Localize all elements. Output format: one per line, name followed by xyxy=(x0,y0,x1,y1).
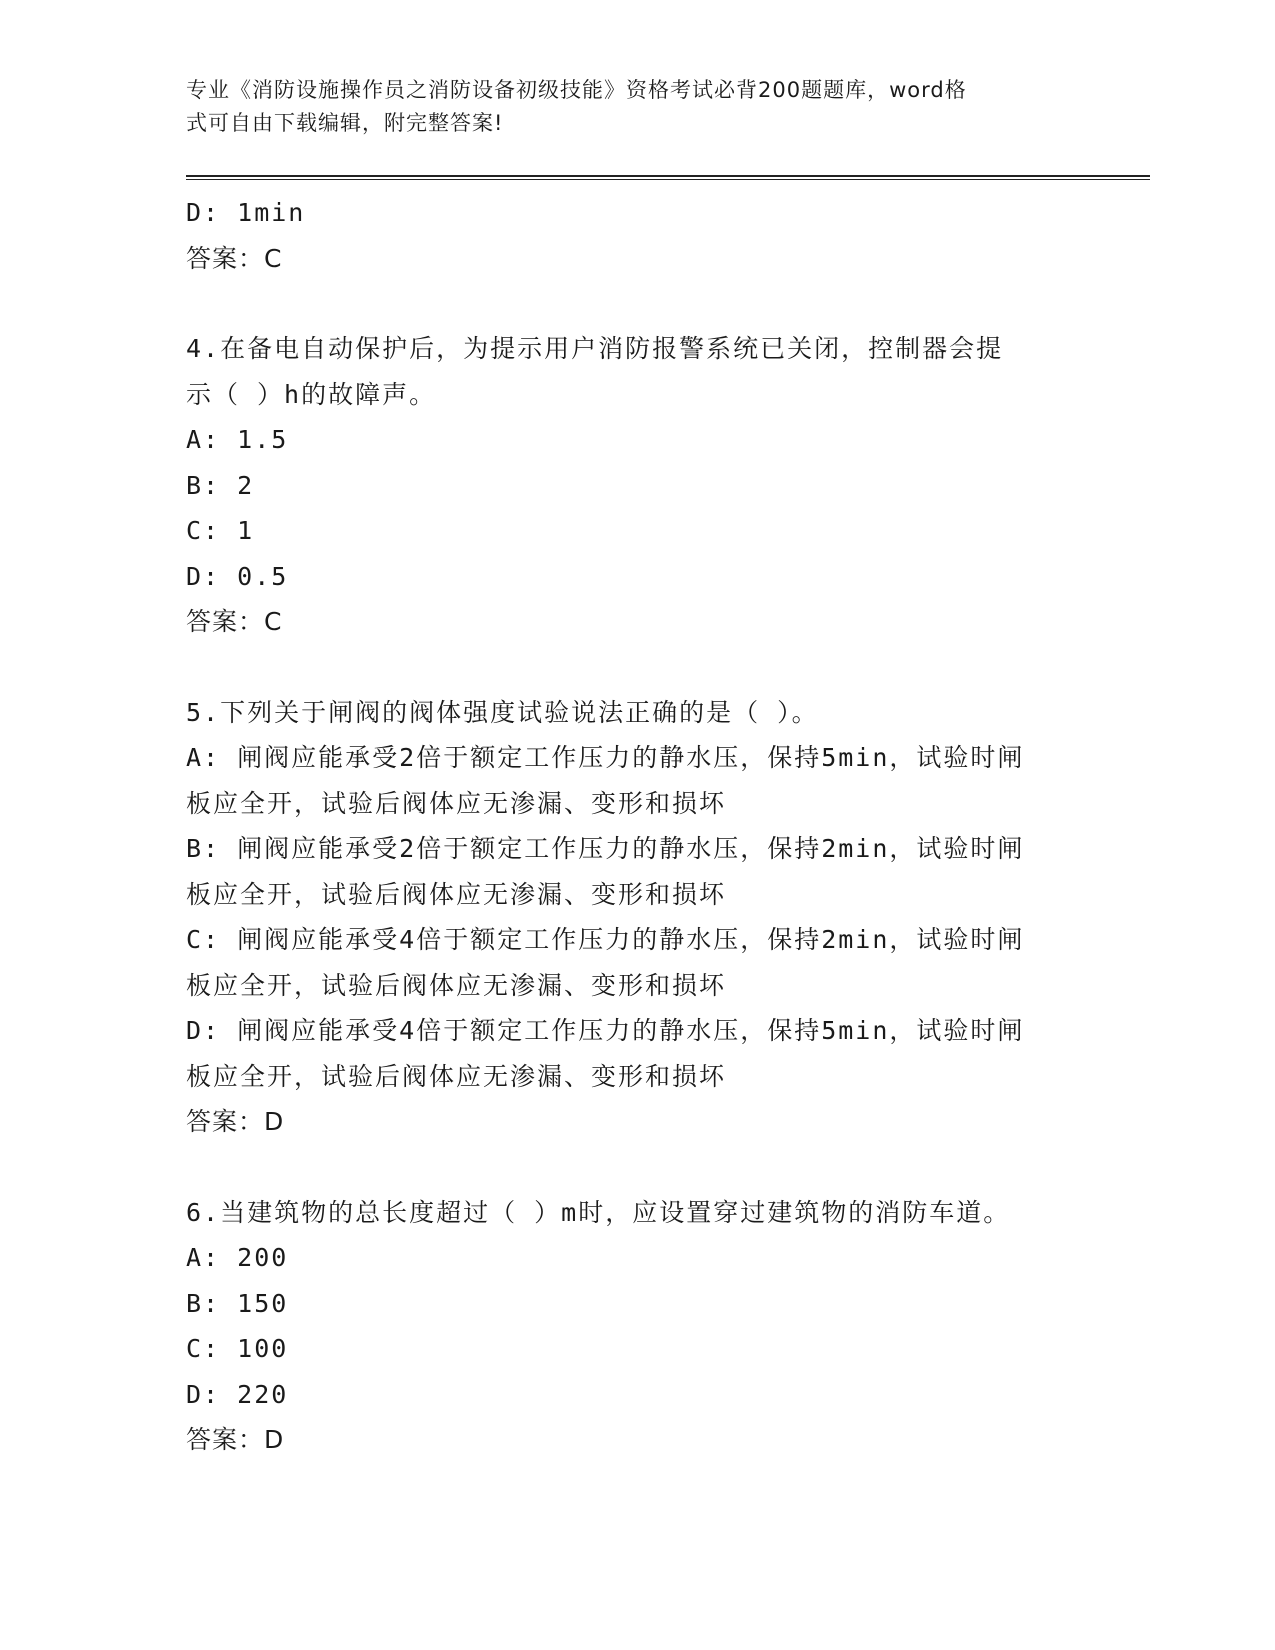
option-b-cont: 板应全开，试验后阀体应无渗漏、变形和损坏 xyxy=(186,879,727,909)
question-6 xyxy=(186,1190,1106,1463)
answer-label: 答案：D xyxy=(186,1107,285,1136)
question-5 xyxy=(186,690,1106,1145)
option-d: D: 闸阀应能承受4倍于额定工作压力的静水压，保持5min，试验时闸 xyxy=(186,1016,1025,1045)
option-d: D: 220 xyxy=(186,1379,289,1409)
option-c: C: 闸阀应能承受4倍于额定工作压力的静水压，保持2min，试验时闸 xyxy=(186,925,1025,954)
option-b: B: 闸阀应能承受2倍于额定工作压力的静水压，保持2min，试验时闸 xyxy=(186,834,1025,863)
option-a-cont: 板应全开，试验后阀体应无渗漏、变形和损坏 xyxy=(186,788,727,818)
spacer xyxy=(186,645,1106,690)
document-header xyxy=(186,74,1066,140)
question-4 xyxy=(186,326,1106,645)
question-list xyxy=(186,190,1106,1463)
question-stem-cont: 示（ ）h的故障声。 xyxy=(186,379,437,409)
option-d: D: 0.5 xyxy=(186,561,289,591)
question-stem: 6.当建筑物的总长度超过（ ）m时，应设置穿过建筑物的消防车道。 xyxy=(186,1197,1011,1227)
option-c-cont: 板应全开，试验后阀体应无渗漏、变形和损坏 xyxy=(186,970,727,1000)
option-c: C: 1 xyxy=(186,516,255,545)
question-stem: 5.下列关于闸阀的阀体强度试验说法正确的是（ ）。 xyxy=(186,697,819,727)
answer-label: 答案：D xyxy=(186,1425,285,1454)
header-line-1: 专业《消防设施操作员之消防设备初级技能》资格考试必背200题题库，word格 xyxy=(186,78,967,102)
spacer xyxy=(186,281,1106,326)
option-d-cont: 板应全开，试验后阀体应无渗漏、变形和损坏 xyxy=(186,1061,727,1091)
option-d: D: 1min xyxy=(186,198,306,227)
answer-label: 答案：C xyxy=(186,243,283,273)
question-3-tail xyxy=(186,190,1106,281)
option-b: B: 150 xyxy=(186,1288,289,1318)
option-a: A: 闸阀应能承受2倍于额定工作压力的静水压，保持5min，试验时闸 xyxy=(186,743,1025,772)
header-line-2: 式可自由下载编辑，附完整答案! xyxy=(186,111,504,135)
option-b: B: 2 xyxy=(186,470,255,500)
option-a: A: 200 xyxy=(186,1243,289,1272)
spacer xyxy=(186,1145,1106,1190)
option-c: C: 100 xyxy=(186,1334,289,1363)
option-a: A: 1.5 xyxy=(186,425,289,454)
answer-label: 答案：C xyxy=(186,607,283,636)
question-stem: 4.在备电自动保护后，为提示用户消防报警系统已关闭，控制器会提 xyxy=(186,334,1004,363)
header-divider xyxy=(186,175,1150,180)
